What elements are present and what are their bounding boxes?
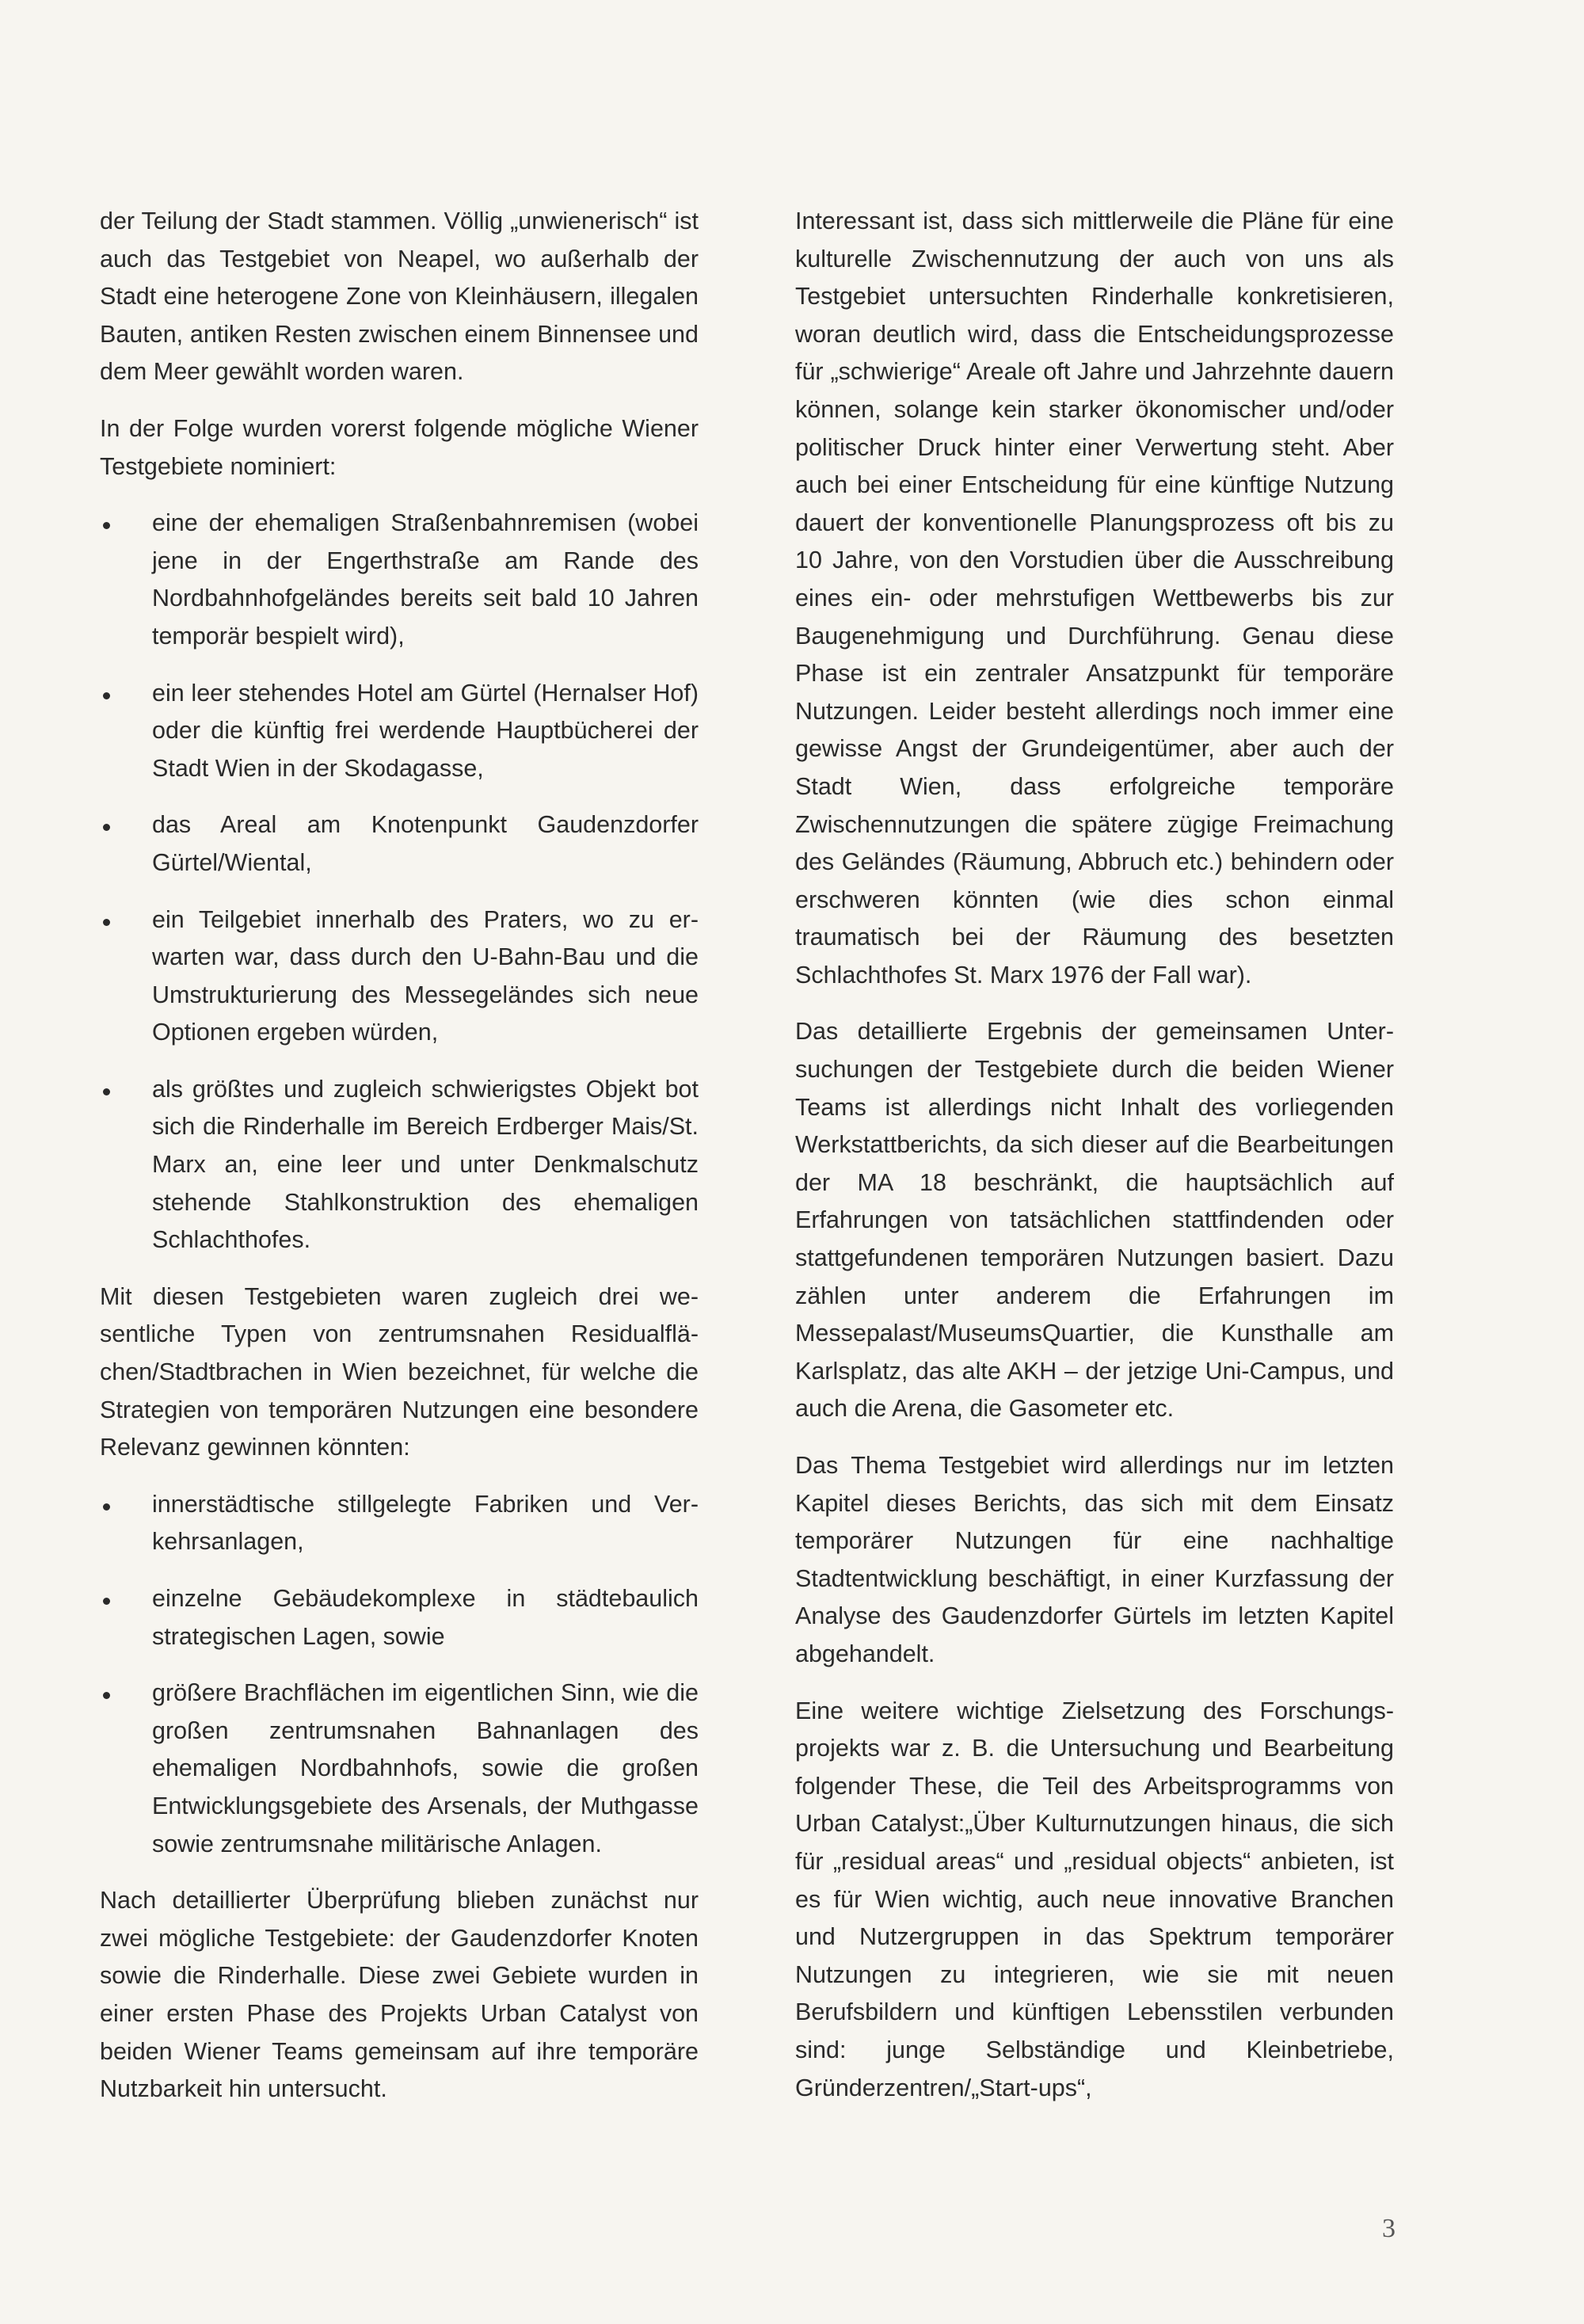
right-column <box>795 203 1394 2126</box>
paragraph: In der Folge wurden vorerst folgende mögliche Wiener Testgebiete nominiert: <box>100 414 699 480</box>
page-number: 3 <box>1382 2214 1396 2243</box>
list-item: das Areal am Knotenpunkt Gaudenzdorfer Gürtel/Wiental, <box>100 806 699 882</box>
list-item: ein leer stehendes Hotel am Gürtel (Hernalser Hof) oder die künftig frei werdende Hauptbücherei der Stadt Wien in der Skodagasse, <box>100 675 699 788</box>
list-item: ein Teilgebiet innerhalb des Praters, wo zu erwarten war, dass durch den U-Bahn-Bau und die Umstrukturierung des Messegeländes sich neue Optionen ergeben würden, <box>100 901 699 1052</box>
list-item: größere Brachflächen im eigentlichen Sinn, wie die großen zentrumsnahen Bahnanlagen des ehemaligen Nordbahnhofs, sowie die großen Entwicklungsgebiete des Arsenals, der Muthgasse sowie zentrumsnahe militärische Anlagen. <box>100 1674 699 1863</box>
list-item: als größtes und zugleich schwierigstes Objekt bot sich die Rinderhalle im Bereich Erdberger Mais/St. Marx an, eine leer und unter Denkmalschutz stehende Stahlkonstruktion des ehemaligen Schlachthofes. <box>100 1071 699 1259</box>
paragraph: Das detaillierte Ergebnis der gemeinsamen Untersuchungen der Testgebiete durch die beiden Wiener Teams ist allerdings nicht Inhalt des vorliegenden Werkstattberichts, da sich dieser auf die Bearbeitungen der MA 18 beschränkt, die hauptsächlich auf Erfahrungen von tatsächlichen stattfindenden oder stattgefundenen temporären Nutzungen basiert. Dazu zählen unter anderem die Erfahrungen im Messepalast/MuseumsQuartier, die Kunsthalle am Karlsplatz, das alte AKH – der jetzige Uni-Campus, und auch die Arena, die Gasometer etc. <box>795 1018 1394 1423</box>
paragraph: Mit diesen Testgebieten waren zugleich drei wesentliche Typen von zentrumsnahen Residualflächen/Stadtbrachen in Wien bezeichnet, für welche die Strategien von temporären Nutzungen eine besondere Relevanz gewinnen könnten: <box>100 1282 699 1461</box>
left-column <box>100 203 699 2128</box>
list-item: innerstädtische stillgelegte Fabriken und Verkehrsanlagen, <box>100 1486 699 1561</box>
paragraph: Nach detaillierter Überprüfung blieben zunächst nur zwei mögliche Testgebiete: der Gaudenzdorfer Knoten sowie die Rinderhalle. Diese zwei Gebiete wurden in einer ersten Phase des Projekts Urban Catalyst von beiden Wiener Teams gemeinsam auf ihre temporäre Nutzbarkeit hin untersucht. <box>100 1887 699 2103</box>
test-area-list <box>100 505 699 1259</box>
paragraph: Das Thema Testgebiet wird allerdings nur im letzten Kapitel dieses Berichts, das sich mit dem Einsatz temporärer Nutzungen für eine nachhaltige Stadtentwicklung beschäftigt, in einer Kurzfassung der Analyse des Gaudenzdorfer Gürtels im letzten Kapitel abgehandelt. <box>795 1452 1394 1667</box>
paragraph: der Teilung der Stadt stammen. Völlig „unwienerisch“ ist auch das Testgebiet von Neapel, wo außerhalb der Stadt eine heterogene Zone von Kleinhäusern, illegalen Bauten, antiken Resten zwischen einem Binnensee und dem Meer gewählt worden waren. <box>100 208 699 386</box>
paragraph: Eine weitere wichtige Zielsetzung des Forschungsprojekts war z. B. die Untersuchung und Bearbeitung folgender These, die Teil des Arbeitsprogramms von Urban Catalyst:„Über Kulturnutzungen hinaus, die sich für „residual areas“ und „residual objects“ anbieten, ist es für Wien wichtig, auch neue innovative Branchen und Nutzergruppen in das Spektrum temporärer Nutzungen zu integrieren, wie sie mit neuen Berufsbildern und künftigen Lebensstilen verbunden sind: junge Selbständige und Kleinbetriebe, Gründerzentren/„Start-ups“, <box>795 1697 1394 2101</box>
list-item: einzelne Gebäudekomplexe in städtebaulich strategischen Lagen, sowie <box>100 1580 699 1655</box>
area-types-list <box>100 1486 699 1863</box>
list-item: eine der ehemaligen Straßenbahnremisen (wobei jene in der Engerthstraße am Rande des Nordbahnhofgeländes bereits seit bald 10 Jahren temporär bespielt wird), <box>100 505 699 655</box>
paragraph: Interessant ist, dass sich mittlerweile die Pläne für eine kulturelle Zwischennutzung der auch von uns als Testgebiet untersuchten Rinderhalle konkretisieren, woran deutlich wird, dass die Entscheidungsprozesse für „schwierige“ Areale oft Jahre und Jahrzehnte dauern können, solange kein starker ökonomischer und/oder politischer Druck hinter einer Verwertung steht. Aber auch bei einer Entscheidung für eine künftige Nutzung dauert der konventionelle Planungsprozess oft bis zu 10 Jahre, von den Vorstudien über die Ausschreibung eines ein- oder mehrstufigen Wettbewerbs bis zur Baugenehmigung und Durchführung. Genau diese Phase ist ein zentraler Ansatzpunkt für temporäre Nutzungen. Leider besteht allerdings noch immer eine gewisse Angst der Grundeigentümer, aber auch der Stadt Wien, dass erfolgreiche temporäre Zwischennutzungen die spätere zügige Freimachung des Geländes (Räumung, Abbruch etc.) behindern oder erschweren könnten (wie dies schon einmal traumatisch bei der Räumung des besetzten Schlachthofes St. Marx 1976 der Fall war). <box>795 208 1394 989</box>
